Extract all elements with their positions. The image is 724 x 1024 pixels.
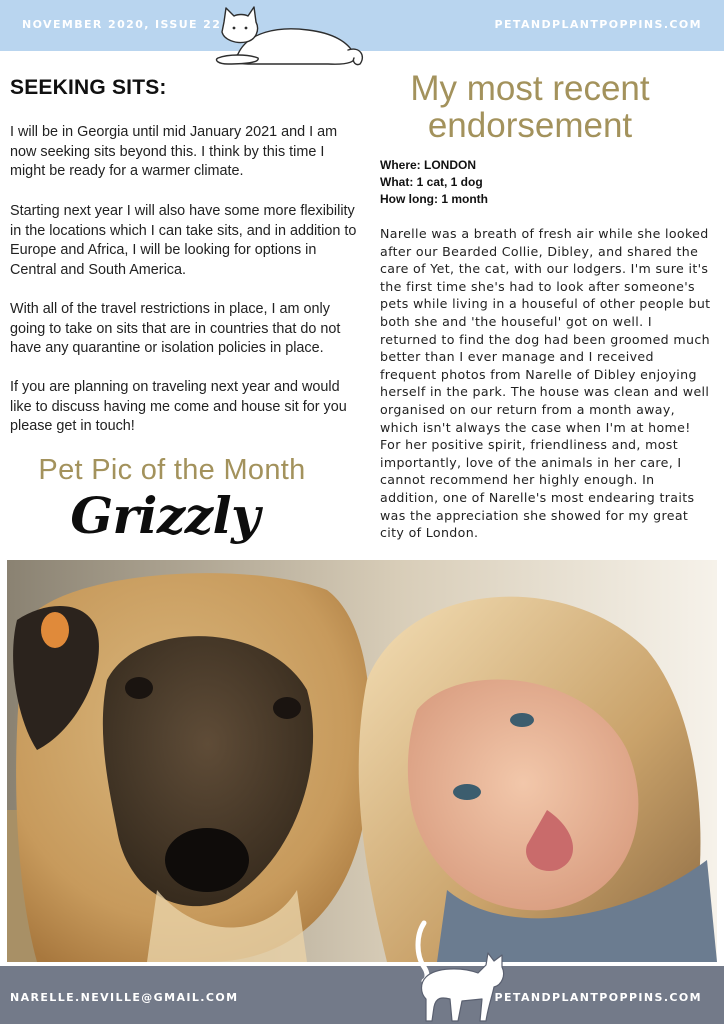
endorsement-meta [380,157,710,208]
seeking-sits-title: SEEKING SITS: [10,76,167,99]
issue-label: NOVEMBER 2020, ISSUE 22 [22,18,222,31]
pet-photo [7,560,717,962]
seeking-paragraph: If you are planning on traveling next year and would like to discuss having me come and house sit for you please get in touch! [10,379,347,434]
seeking-paragraph: With all of the travel restrictions in place, I am only going to take on sits that are in countries that do not have any quarantine or isolation policies in place. [10,301,341,356]
email-link[interactable]: NARELLE.NEVILLE@GMAIL.COM [10,991,239,1004]
footer-website-link[interactable]: PETANDPLANTPOPPINS.COM [494,991,702,1004]
seeking-paragraph: Starting next year I will also have some more flexibility in the locations which I can take sits, and in addition to Europe and Africa, I will be looking for options in Central and South America. [10,203,357,278]
website-link[interactable]: PETANDPLANTPOPPINS.COM [494,18,702,31]
endorsement-what: What: 1 cat, 1 dog [380,175,483,189]
dog-and-owner-photo [7,560,717,962]
walking-cat-icon [402,915,514,1024]
seeking-paragraph: I will be in Georgia until mid January 2021 and I am now seeking sits beyond this. I think by this time I might be ready for a warmer climate. [10,124,338,179]
pet-pic-heading: Pet Pic of the Month [38,454,306,486]
endorsement-how-long: How long: 1 month [380,192,488,206]
endorsement-where: Where: LONDON [380,158,476,172]
pet-name: Grizzly [70,486,260,545]
lying-cat-icon [208,2,370,66]
endorsement-body: Narelle was a breath of fresh air while she looked after our Bearded Collie, Dibley, and shared the care of Yet, the cat, with our lodgers. I'm sure it's the first time she's had to look after someone's pets while living in a houseful of other people but both she and 'the houseful' got on well. I returned to find the dog had been groomed much better than I ever manage and I received frequent photos from Narelle of Dibley enjoying herself in the park. The house was clean and well organised on our return from a month away, which isn't always the case when I'm at home! For her positive spirit, friendliness and, most importantly, love of the animals in her care, I cannot recommend her highly enough. In addition, one of Narelle's most endearing traits was the appreciation she showed for my great city of London. [380,226,711,541]
seeking-sits-section [10,76,362,434]
footer-bar [0,966,724,1024]
endorsement-title: My most recent endorsement [410,69,650,145]
